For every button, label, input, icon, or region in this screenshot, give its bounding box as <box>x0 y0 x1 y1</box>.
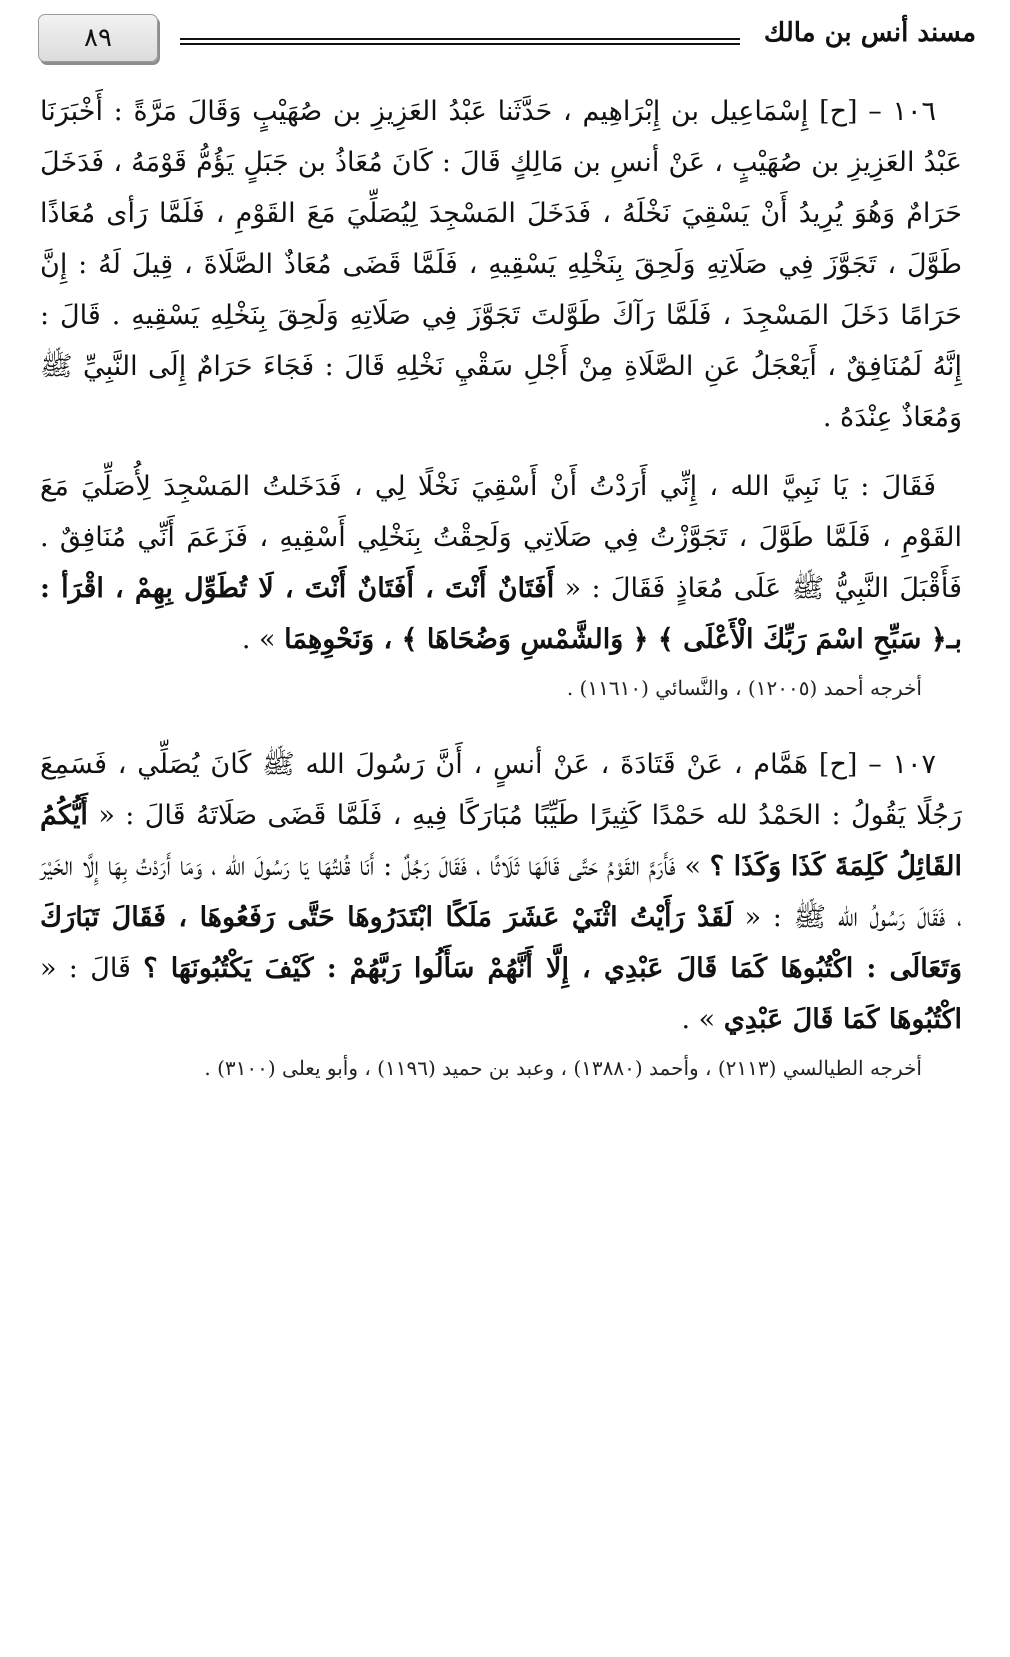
header-rule <box>180 38 740 45</box>
hadith-106-dialogue-text: فَقَالَ : يَا نَبِيَّ الله ، إِنِّي أَرَدْتُ أَنْ أَسْقِيَ نَخْلًا لِي ، فَدَخَلتُ المَسْجِدَ لِأُصَلِّيَ مَعَ القَوْمِ ، فَلَمَّا طَوَّلَ ، تَجَوَّزْتُ فِي صَلَاتِي وَلَحِقْتُ بِنَخْلِي أَسْقِيهِ ، فَزَعَمَ أَنِّي مُنَافِقٌ . فَأَقْبَلَ النَّبِيُّ ﷺ عَلَى مُعَاذٍ فَقَالَ : « <box>40 471 962 604</box>
page-content <box>40 86 962 1083</box>
prophet-question-107: أَيُّكُمُ القَائِلُ كَلِمَةَ كَذَا وَكَذَا ؟ <box>40 800 962 882</box>
hadith-107-source: أخرجه الطيالسي (٢١١٣) ، وأحمد (١٣٨٨٠) ، وعبد بن حميد (١١٩٦) ، وأبو يعلى (٣١٠٠) . <box>204 1056 922 1080</box>
hadith-106-source: أخرجه أحمد (١٢٠٠٥) ، والنَّسائي (١١٦١٠) . <box>566 676 922 700</box>
page-number-tab <box>38 14 158 62</box>
prophet-saying-107-end: اكْتُبُوهَا كَمَا قَالَ عَبْدِي <box>723 1004 962 1035</box>
page-number: ٨٩ <box>84 23 112 53</box>
hadith-107-end: » . <box>681 1004 724 1035</box>
hadith-106-dialogue <box>40 461 962 665</box>
page-header <box>38 14 976 60</box>
hadith-107-middle-2: قَالَ : « <box>40 953 144 984</box>
book-title: مسند أنس بن مالك <box>763 18 976 48</box>
hadith-106-dialogue-end: » . <box>241 624 285 655</box>
hadith-107-intro: ١٠٧ – [ح] هَمَّام ، عَنْ قَتَادَةَ ، عَنْ أنسٍ ، أَنَّ رَسُولَ الله ﷺ كَانَ يُصَلِّي ، فَسَمِعَ رَجُلًا يَقُولُ : الحَمْدُ لله حَمْدًا كَثِيرًا طَيِّبًا مُبَارَكًا فِيهِ ، فَلَمَّا قَضَى صَلَاتَهُ قَالَ : « <box>40 749 962 831</box>
prophet-saying-107: لَقَدْ رَأَيْتُ اثْنَيْ عَشَرَ مَلَكًا ابْتَدَرُوهَا حَتَّى رَفَعُوهَا ، فَقَالَ تَبَارَكَ وَتَعَالَى : اكْتُبُوهَا كَمَا قَالَ عَبْدِي ، إِلَّا أَنَّهُمْ سَأَلُوا رَبَّهُمْ : كَيْفَ يَكْتُبُونَهَا ؟ <box>40 902 962 984</box>
hadith-107-middle: » فَأَرَمَّ القَوْمُ حَتَّى قَالَهَا ثَلَاثًا ، فَقَالَ رَجُلٌ : أَنَا قُلتُهَا يَا رَسُولَ الله ، وَمَا أَرَدْتُ بِهَا إِلَّا الخَيْرَ ، فَقَالَ رَسُولُ الله ﷺ : « <box>40 851 962 933</box>
prophet-saying-106: أَفَتَانٌ أَنْتَ ، أَفَتَانٌ أَنْتَ ، لَا تُطَوِّل بِهِمْ ، اقْرَأ : بـ﴿ سَبِّحِ اسْمَ رَبِّكَ الْأَعْلَى ﴾ ﴿ وَالشَّمْسِ وَضُحَاهَا ﴾ ، وَنَحْوِهِمَا <box>40 573 962 655</box>
hadith-106-intro: ١٠٦ – [ح] إِسْمَاعِيل بن إِبْرَاهِيم ، حَدَّثَنا عَبْدُ العَزِيزِ بن صُهَيْبٍ وَقَالَ مَرَّةً : أَخْبَرَنَا عَبْدُ العَزِيزِ بن صُهَيْبٍ ، عَنْ أنسِ بن مَالِكٍ قَالَ : كَانَ مُعَاذُ بن جَبَلٍ يَؤُمُّ قَوْمَهُ ، فَدَخَلَ حَرَامٌ وَهُوَ يُرِيدُ أَنْ يَسْقِيَ نَخْلَهُ ، فَدَخَلَ المَسْجِدَ لِيُصَلِّيَ مَعَ القَوْمِ ، فَلَمَّا رَأى مُعَاذًا طَوَّلَ ، تَجَوَّزَ فِي صَلَاتِهِ وَلَحِقَ بِنَخْلِهِ يَسْقِيهِ ، فَلَمَّا قَضَى مُعَاذٌ الصَّلَاةَ ، قِيلَ لَهُ : إِنَّ حَرَامًا دَخَلَ المَسْجِدَ ، فَلَمَّا رَآكَ طَوَّلتَ تَجَوَّزَ فِي صَلَاتِهِ وَلَحِقَ بِنَخْلِهِ يَسْقِيهِ . قَالَ : إِنَّهُ لَمُنَافِقٌ ، أَيَعْجَلُ عَنِ الصَّلَاةِ مِنْ أَجْلِ سَقْيِ نَخْلِهِ قَالَ : فَجَاءَ حَرَامٌ إِلَى النَّبِيِّ ﷺ وَمُعَاذٌ عِنْدَهُ . <box>40 96 962 433</box>
hadith-107 <box>40 739 962 1045</box>
